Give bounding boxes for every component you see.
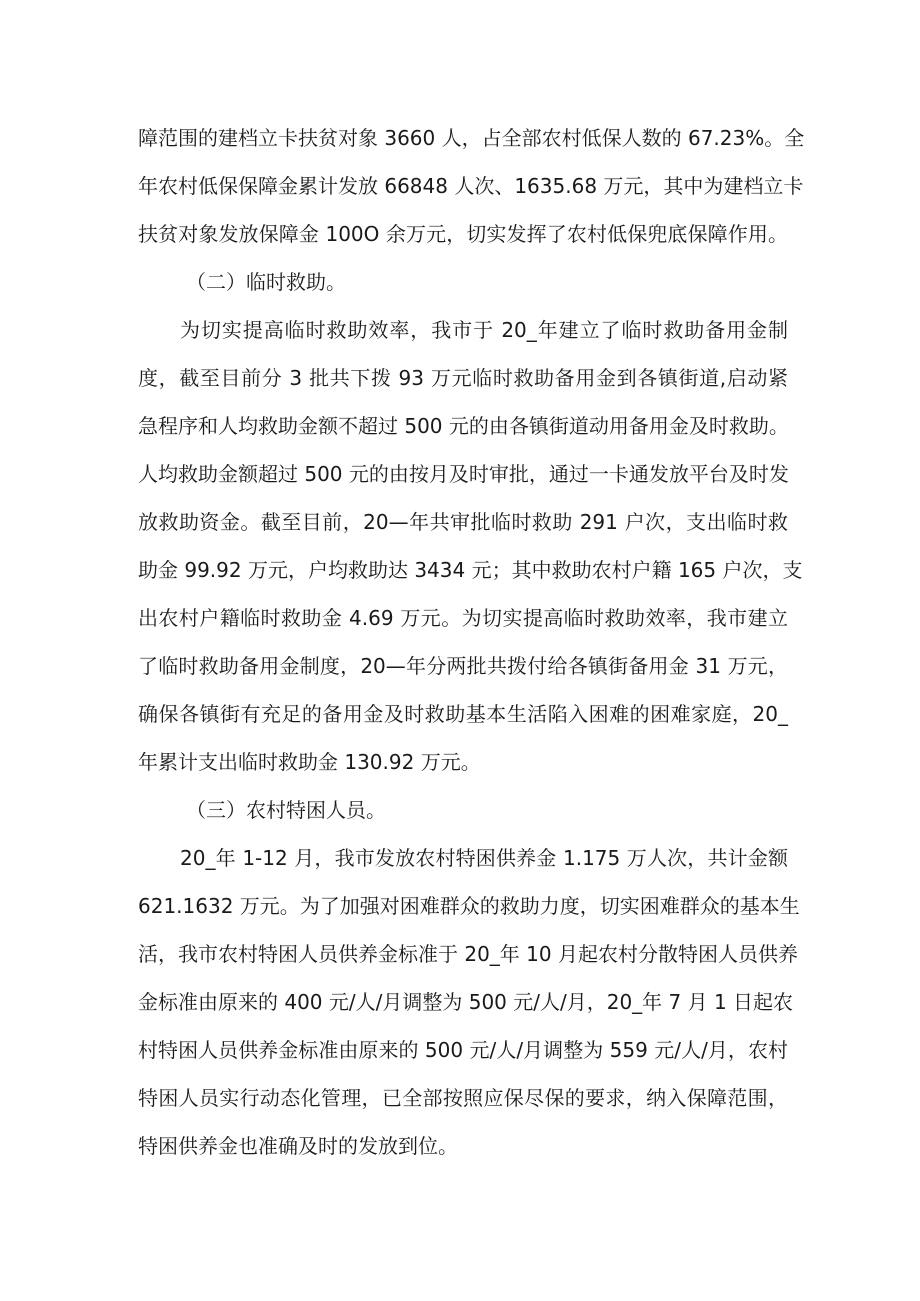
text-line-3: 扶贫对象发放保障金 100O 余万元，切实发挥了农村低保兜底保障作用。	[138, 222, 788, 246]
text-line-20: 村特困人员供养金标准由原来的 500 元/人/月调整为 559 元/人/月，农村	[138, 1038, 788, 1062]
text-line-11: 出农村户籍临时救助金 4.69 万元。为切实提高临时救助效率，我市建立	[138, 606, 788, 630]
text-line-1: 障范围的建档立卡扶贫对象 3660 人，占全部农村低保人数的 67.23%。全	[138, 126, 805, 150]
text-line-18: 活，我市农村特困人员供养金标准于 20_年 10 月起农村分散特困人员供养	[138, 942, 798, 966]
section-heading-2: （二）临时救助。	[186, 270, 346, 294]
text-line-7: 急程序和人均救助金额不超过 500 元的由各镇街道动用备用金及时救助。	[138, 414, 789, 438]
text-line-5: 为切实提高临时救助效率，我市于 20_年建立了临时救助备用金制	[180, 318, 788, 342]
text-line-19: 金标准由原来的 400 元/人/月调整为 500 元/人/月，20_年 7 月 1 日起农	[138, 990, 794, 1014]
text-line-14: 年累计支出临时救助金 130.92 万元。	[138, 750, 481, 774]
text-line-2: 年农村低保保障金累计发放 66848 人次、1635.68 万元，其中为建档立卡	[138, 174, 804, 198]
text-line-22: 特困供养金也准确及时的发放到位。	[138, 1134, 458, 1158]
section-heading-3: （三）农村特困人员。	[186, 798, 386, 822]
text-line-8: 人均救助金额超过 500 元的由按月及时审批，通过一卡通发放平台及时发	[138, 462, 789, 486]
text-line-16: 20_年 1-12 月，我市发放农村特困供养金 1.175 万人次，共计金额	[180, 846, 788, 870]
text-line-12: 了临时救助备用金制度，20—年分两批共拨付给各镇街备用金 31 万元，	[138, 654, 788, 678]
text-line-9: 放救助资金。截至目前，20—年共审批临时救助 291 户次，支出临时救	[138, 510, 788, 534]
text-line-13: 确保各镇街有充足的备用金及时救助基本生活陷入困难的困难家庭，20_	[138, 702, 788, 726]
text-line-17: 621.1632 万元。为了加强对困难群众的救助力度，切实困难群众的基本生	[138, 894, 800, 918]
text-line-10: 助金 99.92 万元，户均救助达 3434 元；其中救助农村户籍 165 户次，支	[138, 558, 803, 582]
text-line-6: 度，截至目前分 3 批共下拨 93 万元临时救助备用金到各镇街道,启动紧	[138, 366, 788, 390]
text-line-21: 特困人员实行动态化管理，已全部按照应保尽保的要求，纳入保障范围，	[138, 1086, 788, 1110]
